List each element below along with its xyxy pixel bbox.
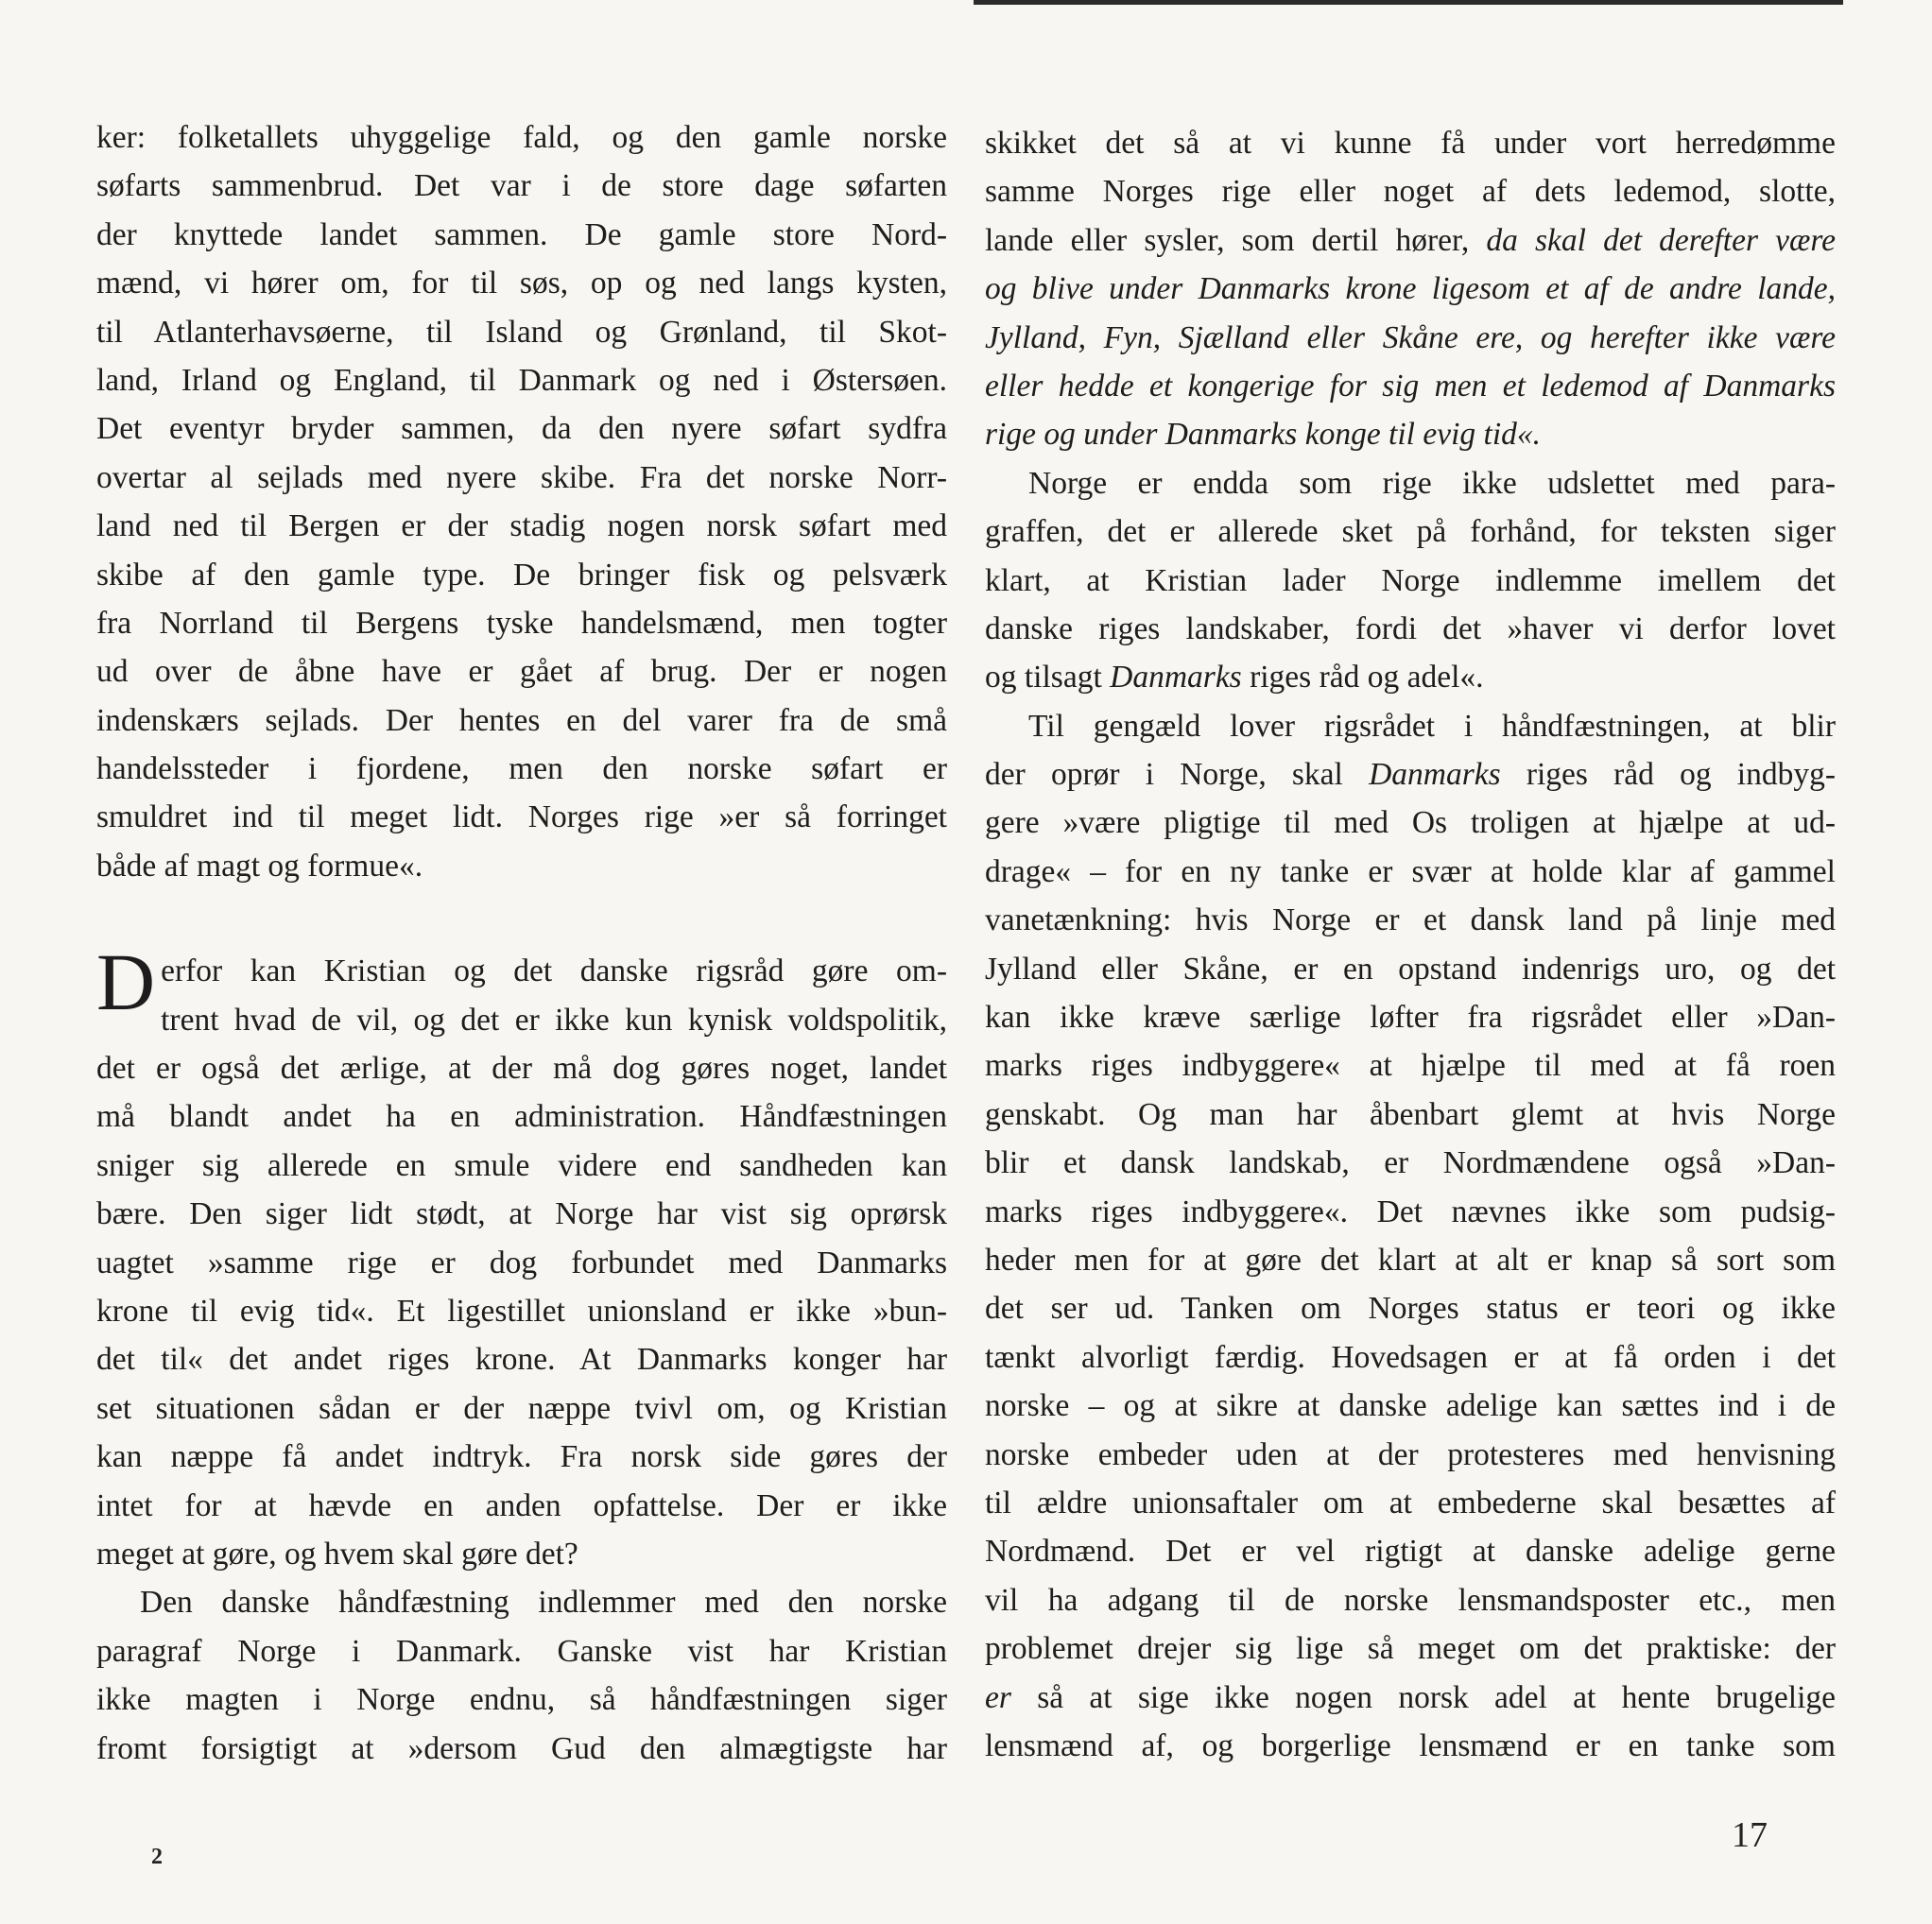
text-line: klart, at Kristian lader Norge indlemme imellem det — [985, 562, 1836, 598]
text-line: erfor kan Kristian og det danske rigsråd gøre om- — [161, 953, 947, 989]
text-line: lande eller sysler, som dertil hører, da skal det derefter være — [985, 222, 1836, 258]
text-line: til Atlanterhavsøerne, til Island og Grønland, til Skot- — [96, 314, 947, 350]
text-line: sniger sig allerede en smule videre end sandheden kan — [96, 1147, 947, 1183]
text-line: graffen, det er allerede sket på forhånd, for teksten siger — [985, 514, 1836, 550]
text-line: norske embeder uden at der protesteres med henvisning — [985, 1436, 1836, 1472]
text-line: samme Norges rige eller noget af dets ledemod, slotte, — [985, 174, 1836, 210]
text-line: ikke magten i Norge endnu, så håndfæstningen siger — [96, 1682, 947, 1718]
text-line: Norge er endda som rige ikke udslettet med para- — [1028, 465, 1836, 501]
text-line: land, Irland og England, til Danmark og ned i Østersøen. — [96, 362, 947, 398]
right-paragraph-1 — [985, 119, 1836, 459]
text-line: ker: folketallets uhyggelige fald, og den gamle norske — [96, 120, 947, 155]
text-line: mænd, vi hører om, for til søs, op og ned langs kysten, — [96, 266, 947, 301]
text-line: er så at sige ikke nogen norsk adel at hente brugelige — [985, 1679, 1836, 1715]
text-line: gere »være pligtige til med Os troligen at hjælpe at ud- — [985, 805, 1836, 841]
text-line: og blive under Danmarks krone ligesom et af de andre lande, — [985, 271, 1836, 307]
text-line: Jylland eller Skåne, er en opstand indenrigs uro, og det — [985, 951, 1836, 987]
text-line: Det eventyr bryder sammen, da den nyere søfart sydfra — [96, 411, 947, 447]
text-line: skikket det så at vi kunne få under vort herredømme — [985, 126, 1836, 161]
text-line: set situationen sådan er der næppe tvivl om, og Kristian — [96, 1390, 947, 1426]
text-line: krone til evig tid«. Et ligestillet unionsland er ikke »bun- — [96, 1293, 947, 1329]
right-paragraph-2 — [985, 459, 1836, 702]
top-rule — [974, 0, 1843, 5]
text-line: bære. Den siger lidt stødt, at Norge har vist sig oprørsk — [96, 1196, 947, 1232]
text-line: heder men for at gøre det klart at alt er knap så sort som — [985, 1242, 1836, 1278]
right-column — [985, 119, 1836, 1770]
text-line: marks riges indbyggere« at hjælpe til med at få roen — [985, 1048, 1836, 1084]
text-line: intet for at hævde en anden opfattelse. Der er ikke — [96, 1487, 947, 1523]
text-line: fra Norrland til Bergens tyske handelsmænd, men togter — [96, 605, 947, 641]
text-line: det til« det andet riges krone. At Danmarks konger har — [96, 1342, 947, 1378]
text-line: Nordmænd. Det er vel rigtigt at danske adelige gerne — [985, 1534, 1836, 1570]
text-line: det ser ud. Tanken om Norges status er teori og ikke — [985, 1291, 1836, 1327]
text-line: meget at gøre, og hvem skal gøre det? — [96, 1536, 578, 1572]
text-line: trent hvad de vil, og det er ikke kun kynisk voldspolitik, — [161, 1002, 947, 1038]
text-line: rige og under Danmarks konge til evig tid«. — [985, 417, 1542, 453]
left-paragraph-2 — [96, 936, 947, 1578]
text-line: søfarts sammenbrud. Det var i de store dage søfarten — [96, 168, 947, 204]
text-line: kan næppe få andet indtryk. Fra norsk side gøres der — [96, 1439, 947, 1475]
text-line: problemet drejer sig lige så meget om det praktiske: der — [985, 1631, 1836, 1667]
left-column — [96, 113, 947, 1773]
text-line: Jylland, Fyn, Sjælland eller Skåne ere, og herefter ikke være — [985, 319, 1836, 355]
text-line: Til gengæld lover rigsrådet i håndfæstningen, at blir — [1028, 708, 1836, 744]
text-line: blir et dansk landskab, er Nordmændene også »Dan- — [985, 1145, 1836, 1181]
text-line: det er også det ærlige, at der må dog gøres noget, landet — [96, 1051, 947, 1087]
text-line: drage« – for en ny tanke er svær at holde klar af gammel — [985, 853, 1836, 889]
text-line: Den danske håndfæstning indlemmer med den norske — [140, 1585, 947, 1621]
text-line: land ned til Bergen er der stadig nogen norsk søfart med — [96, 508, 947, 544]
text-line: marks riges indbyggere«. Det nævnes ikke som pudsig- — [985, 1194, 1836, 1229]
page-number: 17 — [1732, 1815, 1768, 1855]
text-line: eller hedde et kongerige for sig men et ledemod af Danmarks — [985, 368, 1836, 404]
drop-cap: D — [96, 936, 156, 1028]
text-line: uagtet »samme rige er dog forbundet med Danmarks — [96, 1245, 947, 1280]
text-line: der knyttede landet sammen. De gamle store Nord- — [96, 216, 947, 252]
text-line: handelssteder i fjordene, men den norske søfart er — [96, 751, 947, 787]
text-line: må blandt andet ha en administration. Håndfæstningen — [96, 1099, 947, 1135]
text-line: skibe af den gamle type. De bringer fisk og pelsværk — [96, 557, 947, 593]
text-line: danske riges landskaber, fordi det »haver vi derfor lovet — [985, 610, 1836, 646]
text-line: genskabt. Og man har åbenbart glemt at hvis Norge — [985, 1096, 1836, 1132]
text-line: vanetænkning: hvis Norge er et dansk land på linje med — [985, 902, 1836, 938]
text-line: der oprør i Norge, skal Danmarks riges råd og indbyg- — [985, 757, 1837, 793]
section-gap — [96, 890, 947, 947]
text-line: vil ha adgang til de norske lensmandsposter etc., men — [985, 1582, 1836, 1618]
text-line: smuldret ind til meget lidt. Norges rige »er så forringet — [96, 799, 947, 835]
signature-mark: 2 — [151, 1845, 163, 1869]
text-line: tænkt alvorligt færdig. Hovedsagen er at få orden i det — [985, 1339, 1836, 1375]
text-line: overtar al sejlads med nyere skibe. Fra det norske Norr- — [96, 459, 947, 495]
left-paragraph-1 — [96, 113, 947, 890]
text-line: paragraf Norge i Danmark. Ganske vist har Kristian — [96, 1633, 947, 1669]
text-line: norske – og at sikre at danske adelige kan sættes ind i de — [985, 1388, 1836, 1424]
text-line: og tilsagt Danmarks riges råd og adel«. — [985, 660, 1484, 696]
text-line: fromt forsigtigt at »dersom Gud den almægtigste har — [96, 1730, 947, 1766]
text-line: både af magt og formue«. — [96, 848, 423, 884]
text-line: indenskærs sejlads. Der hentes en del varer fra de små — [96, 702, 947, 738]
left-paragraph-3 — [96, 1578, 947, 1773]
text-line: til ældre unionsaftaler om at embederne skal besættes af — [985, 1485, 1836, 1520]
right-paragraph-3 — [985, 702, 1836, 1771]
text-line: lensmænd af, og borgerlige lensmænd er en tanke som — [985, 1727, 1836, 1763]
text-line: kan ikke kræve særlige løfter fra rigsrådet eller »Dan- — [985, 1000, 1836, 1036]
text-line: ud over de åbne have er gået af brug. Der er nogen — [96, 654, 947, 690]
